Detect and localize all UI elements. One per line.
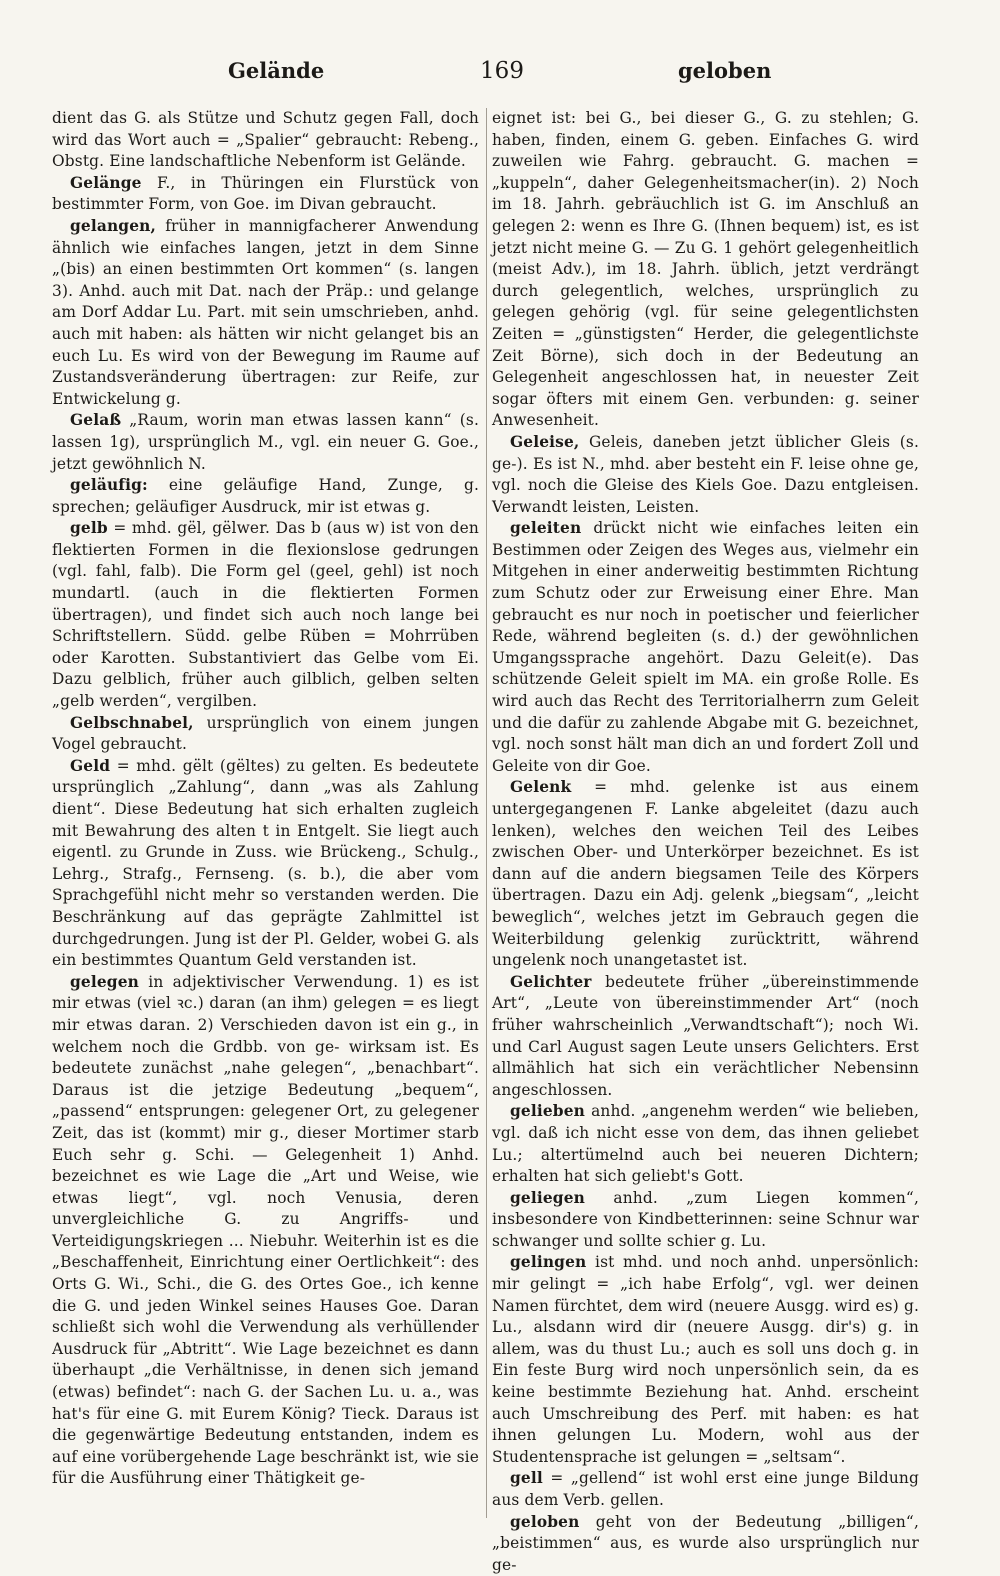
entry-text: eignet ist: bei G., bei dieser G., G. zu stehlen; G. haben, finden, einem G. geben. Einfaches G. wird zuweilen wie Fahrg. gebraucht. G. machen = „kuppeln“, daher Gelegenheitsmacher(in). 2) Noch im 18. Jahrh. gebräuchlich ist G. im Anschluß an gelegen 2: wenn es Ihre G. (Ihnen bequem) ist, es ist jetzt nicht meine G. — Zu G. 1 gehört gelegenheitlich (meist Adv.), im 18. Jahrh. üblich, jetzt verdrängt durch gelegentlich, welches, ursprünglich zu gelegen gehörig (vgl. für seine gelegentlichsten Zeiten = „günstigsten“ Herder, die gelegentlichste Zeit Börne), sich doch in der Bedeutung an Gelegenheit angeschlossen hat, in neuester Zeit sogar öfters mit einem Gen. verbunden: g. seiner Anwesenheit. [492,109,919,430]
entry-headword: Gelänge [70,173,142,192]
entry-text: anhd. „angenehm werden“ wie belieben, vgl. daß ich nicht esse von dem, das ihnen geliebet Lu.; altertümelnd auch bei neueren Dichtern; erhalten hat sich geliebt's Gott. [492,1102,919,1186]
entry-headword: gelingen [510,1253,587,1272]
entry-text: = mhd. gëlt (gëltes) zu gelten. Es bedeutete ursprünglich „Zahlung“, dann „was als Zahlung dient“. Diese Bedeutung hat sich erhalten zugleich mit Bewahrung des alten t in Entgelt. Sie liegt auch eigentl. zu Grunde in Zuss. wie Brückeng., Schulg., Lehrg., Strafg., Fernseng. (s. b.), die aber vom Sprachgefühl nicht mehr so verstanden werden. Die Beschränkung auf das geprägte Zahlmittel ist durchgedrungen. Jung ist der Pl. Gelder, wobei G. als ein bestimmtes Quantum Geld verstanden ist. [52,756,479,970]
dictionary-entry [52,475,479,518]
running-header [52,58,942,98]
entry-headword: geloben [510,1512,580,1531]
entry-text: geht von der Bedeutung „billigen“, „beistimmen“ aus, es wurde also ursprünglich nur ge- [492,1512,919,1574]
dictionary-entry [492,972,919,1102]
dictionary-entry [52,518,479,712]
dictionary-entry [52,108,479,173]
dictionary-entry [52,713,479,756]
dictionary-entry [492,1468,919,1511]
entry-headword: gelegen [70,972,139,991]
entry-headword: gelb [70,519,108,538]
dictionary-entry [52,173,479,216]
entry-headword: Geld [70,756,111,775]
entry-text: eine geläufige Hand, Zunge, g. sprechen; geläufiger Ausdruck, mir ist etwas g. [52,476,479,516]
entry-headword: geläufig: [70,476,148,495]
dictionary-entry [492,1252,919,1468]
entry-text: F., in Thüringen ein Flurstück von bestimmter Form, von Goe. im Divan gebraucht. [52,173,479,214]
entry-headword: gelangen, [70,216,157,235]
left-column [52,108,479,1523]
entry-text: ist mhd. und noch anhd. unpersönlich: mir gelingt = „ich habe Erfolg“, vgl. wer deinen Namen fürchtet, dem wird (neuere Ausgg. wird es) g. Lu., alsdann wird dir (neuere Ausgg. dir's) g. in allem, was du thust Lu.; auch es soll uns doch g. in Ein feste Burg wird noch unpersönlich sein, da es keine bestimmte Beziehung hat. Anhd. erscheint auch Umschreibung des Perf. mit haben: es hat ihnen gelungen Lu. Modern, wohl aus der Studentensprache ist gelungen = „seltsam“. [492,1253,919,1466]
dictionary-entry [492,518,919,777]
entry-text: dient das G. als Stütze und Schutz gegen Fall, doch wird das Wort auch = „Spalier“ gebraucht: Rebeng., Obstg. Eine landschaftliche Nebenform ist Geländе. [52,109,479,171]
entry-text: = „gellend“ ist wohl erst eine junge Bildung aus dem Verb. gellen. [492,1469,919,1509]
entry-text: „Raum, worin man etwas lassen kann“ (s. lassen 1g), ursprünglich M., vgl. ein neuer G. Goe., jetzt gewöhnlich N. [52,411,479,473]
dictionary-entry [492,1101,919,1187]
entry-text: früher in mannigfacherer Anwendung ähnlich wie einfaches langen, jetzt in dem Sinne „(bis) an einen bestimmten Ort kommen“ (s. langen 3). Anhd. auch mit Dat. nach der Präp.: und gelange am Dorf Addar Lu. Part. mit sein umschrieben, anhd. auch mit haben: als hätten wir nicht gelanget bis an euch Lu. Es wird von der Bewegung im Raume auf Zustandsveränderung übertragen: zur Reife, zur Entwickelung g. [52,216,479,408]
entry-headword: geleiten [510,519,582,538]
column-divider [486,108,487,1518]
header-right-word: geloben [678,58,772,83]
entry-headword: Gelbschnabel, [70,713,194,732]
entry-text: in adjektivischer Verwendung. 1) es ist mir etwas (viel ꝛc.) daran (an ihm) gelegen = es liegt mir etwas daran. 2) Verschieden davon ist ein g., in welchem noch die Grdbb. von ge- wirksam ist. Es bedeutete zunächst „nahe gelegen“, „benachbart“. Daraus ist die jetzige Bedeutung „bequem“, „passend“ entsprungen: gelegener Ort, zu gelegener Zeit, das ist (kommt) mir g., dieser Mortimer starb Euch sehr g. Schi. — Gelegenheit 1) Anhd. bezeichnet es wie Lage die „Art und Weise, wie etwas liegt“, vgl. noch Venusia, deren unvergleichliche G. zu Angriffs- und Verteidigungskriegen ... Niebuhr. Weiterhin ist es die „Beschaffenheit, Einrichtung einer Oertlichkeit“: des Orts G. Wi., Schi., die G. des Ortes Goe., ich kenne die G. und jeden Winkel seines Hauses Goe. Daran schließt sich wohl die Verwendung als verhüllender Ausdruck für „Abtritt“. Wie Lage bezeichnet es dann überhaupt „die Verhältnisse, in denen sich jemand (etwas) befindet“: nach G. der Sachen Lu. u. a., was hat's für eine G. mit Eurem König? Tieck. Daraus ist die gegenwärtige Bedeutung entstanden, indem es auf eine vorübergehende Lage beschränkt ist, wie sie für die Ausführung einer Thätigkeit ge- [52,972,480,1488]
entry-text: = mhd. gël, gëlwer. Das b (aus w) ist von den flektierten Formen in die flexionslose gedrungen (vgl. fahl, falb). Die Form gel (geel, gehl) ist noch mundartl. (auch in die flektierten Formen übertragen), und findet sich auch noch lange bei Schriftstellern. Südd. gelbe Rüben = Mohrrüben oder Karotten. Substantiviert das Gelbe vom Ei. Dazu gelblich, früher auch gilblich, gelben selten „gelb werden“, vergilben. [52,519,479,711]
header-left-word: Gelände [228,58,325,83]
dictionary-entry [492,1188,919,1253]
entry-text: bedeutete früher „übereinstimmende Art“, „Leute von übereinstimmender Art“ (noch früher wahrscheinlich „Verwandtschaft“); noch Wi. und Carl August sagen Leute unsers Gelichters. Erst allmählich hat sich ein verächtlicher Nebensinn angeschlossen. [492,972,919,1099]
dictionary-entry [492,777,919,971]
dictionary-entry [492,432,919,518]
entry-text: drückt nicht wie einfaches leiten ein Bestimmen oder Zeigen des Weges aus, vielmehr ein Mitgehen in einer anderweitig bestimmten Richtung zum Schutz oder zur Erweisung einer Ehre. Man gebraucht es nur noch in poetischer und feierlicher Rede, während begleiten (s. d.) der gewöhnlichen Umgangssprache angehört. Dazu Geleit(e). Das schützende Geleit spielt im MA. ein große Rolle. Es wird auch das Recht des Territorialherrn zum Geleit und die dafür zu zahlende Abgabe mit G. bezeichnet, vgl. noch sonst hält man dich an und fordert Zoll und Geleite von dir Goe. [492,519,919,775]
dictionary-entry [52,972,479,1490]
dictionary-entry [52,216,479,410]
entry-headword: Geleise, [510,432,580,451]
entry-text: ursprünglich von einem jungen Vogel gebraucht. [52,713,479,754]
page-number: 169 [480,58,524,84]
entry-headword: Gelenk [510,778,572,797]
entry-text: = mhd. gelenke ist aus einem untergegangenen F. Lanke abgeleitet (dazu auch lenken), welches den weichen Teil des Leibes zwischen Ober- und Unterkörper bezeichnet. Es ist dann auf die andern biegsamen Teile des Körpers übertragen. Dazu ein Adj. gelenk „biegsam“, „leicht beweglich“, welches jetzt im Gebrauch gegen die Weiterbildung gelenkig zurücktritt, während ungelenk noch unangetastet ist. [492,778,919,970]
entry-headword: geliegen [510,1188,585,1207]
entry-text: Geleis, daneben jetzt üblicher Gleis (s. ge-). Es ist N., mhd. aber besteht ein F. leise ohne ge, vgl. noch die Gleise des Kiels Goe. Dazu entgleisen. Verwandt leisten, Leisten. [492,432,919,516]
entry-text: anhd. „zum Liegen kommen“, insbesondere von Kindbetterinnen: seine Schnur war schwanger und sollte schier g. Lu. [492,1188,919,1250]
entry-headword: gell [510,1469,543,1488]
entry-headword: Gelaß [70,411,122,430]
entry-headword: gelieben [510,1102,585,1121]
right-column [492,108,919,1574]
dictionary-entry [52,410,479,475]
dictionary-entry [52,756,479,972]
entry-headword: Gelichter [510,972,592,991]
dictionary-entry [492,108,919,432]
dictionary-entry [492,1512,919,1576]
